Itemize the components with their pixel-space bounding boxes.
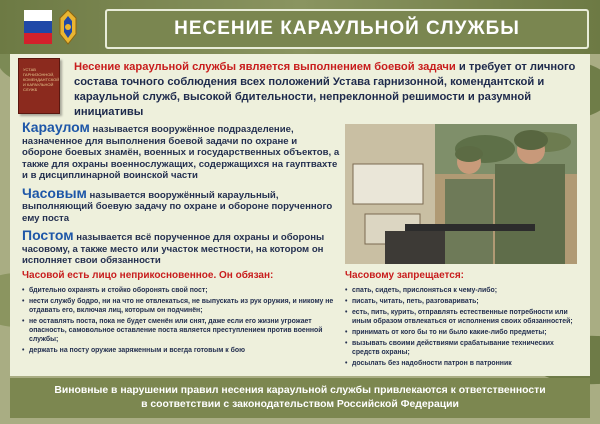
list-item: • бдительно охранять и стойко оборонять свой пост; <box>22 286 337 295</box>
definition-sentry-text: называется вооружённый караульный, выполняющий боевую задачу по охране и обороне порученного ему поста <box>22 189 333 224</box>
soldiers-photo <box>345 124 577 264</box>
list-item: • спать, сидеть, прислоняться к чему-либо; <box>345 286 580 295</box>
mchs-emblem-icon <box>56 8 80 46</box>
intro-highlight: Несение караульной службы является выполнением боевой задачи <box>74 61 456 73</box>
term-guard: Караулом <box>22 119 90 135</box>
term-sentry: Часовым <box>22 184 87 201</box>
term-post: Постом <box>22 227 74 243</box>
list-item: • досылать без надобности патрон в патронник <box>345 359 580 368</box>
intro-text <box>74 60 584 120</box>
definition-guard <box>22 119 340 182</box>
russian-flag-icon <box>24 10 52 44</box>
header-bar <box>0 0 600 54</box>
title-frame <box>105 9 589 49</box>
list-item: • не оставлять поста, пока не будет сменён или снят, даже если его жизни угрожает опасность, самовольное оставление поста является преступлением против военной службы; <box>22 317 337 344</box>
book-cover-text: УСТАВ ГАРНИЗОННОЙ, КОМЕНДАНТСКОЙ И КАРАУЛЬНОЙ СЛУЖБ <box>23 67 60 92</box>
duties-list <box>22 286 337 357</box>
list-item: • есть, пить, курить, отправлять естественные потребности или иным образом отвлекаться от исполнения своих обязанностей; <box>345 308 580 326</box>
definition-post-text: называется всё порученное для охраны и обороны часовому, а также место или участок местности, на котором он исполняет свои обязанности <box>22 232 325 266</box>
definition-guard-text: называется вооружённое подразделение, назначенное для выполнения боевой задачи по охране и обороне боевых знамён, военных и государственных объектов, а также для охраны военнослужащих, содержащихся на гауптвахте и в дисциплинарной воинской части <box>22 124 340 181</box>
footer-line-2: в соответствии с законодательством Российской Федерации <box>141 399 459 410</box>
definition-post <box>22 227 340 267</box>
list-item: • нести службу бодро, ни на что не отвлекаться, не выпускать из рук оружия, и никому не отдавать его, включая лиц, которым он подчинён; <box>22 297 337 315</box>
list-item: • писать, читать, петь, разговаривать; <box>345 297 580 306</box>
prohibited-heading: Часовому запрещается: <box>345 270 465 281</box>
footer-line-1: Виновные в нарушении правил несения караульной службы привлекаются к ответственности <box>54 385 546 396</box>
list-item: • вызывать своими действиями срабатывание технических средств охраны; <box>345 339 580 357</box>
definition-sentry <box>22 184 340 225</box>
page-title: НЕСЕНИЕ КАРАУЛЬНОЙ СЛУЖБЫ <box>174 18 520 39</box>
charter-book-icon <box>18 58 60 114</box>
duties-heading: Часовой есть лицо неприкосновенное. Он обязан: <box>22 270 274 281</box>
footer-banner <box>10 378 590 418</box>
prohibited-list <box>345 286 580 370</box>
definitions <box>22 119 340 273</box>
list-item: • принимать от кого бы то ни было какие-либо предметы; <box>345 328 580 337</box>
intro-rest: и требует от личного состава точного соблюдения всех положений Устава гарнизонной, комендантской и караульной служб, высокой бдительности, непреклонной решимости и разумной инициативы <box>74 61 576 118</box>
list-item: • держать на посту оружие заряженным и всегда готовым к бою <box>22 346 337 355</box>
